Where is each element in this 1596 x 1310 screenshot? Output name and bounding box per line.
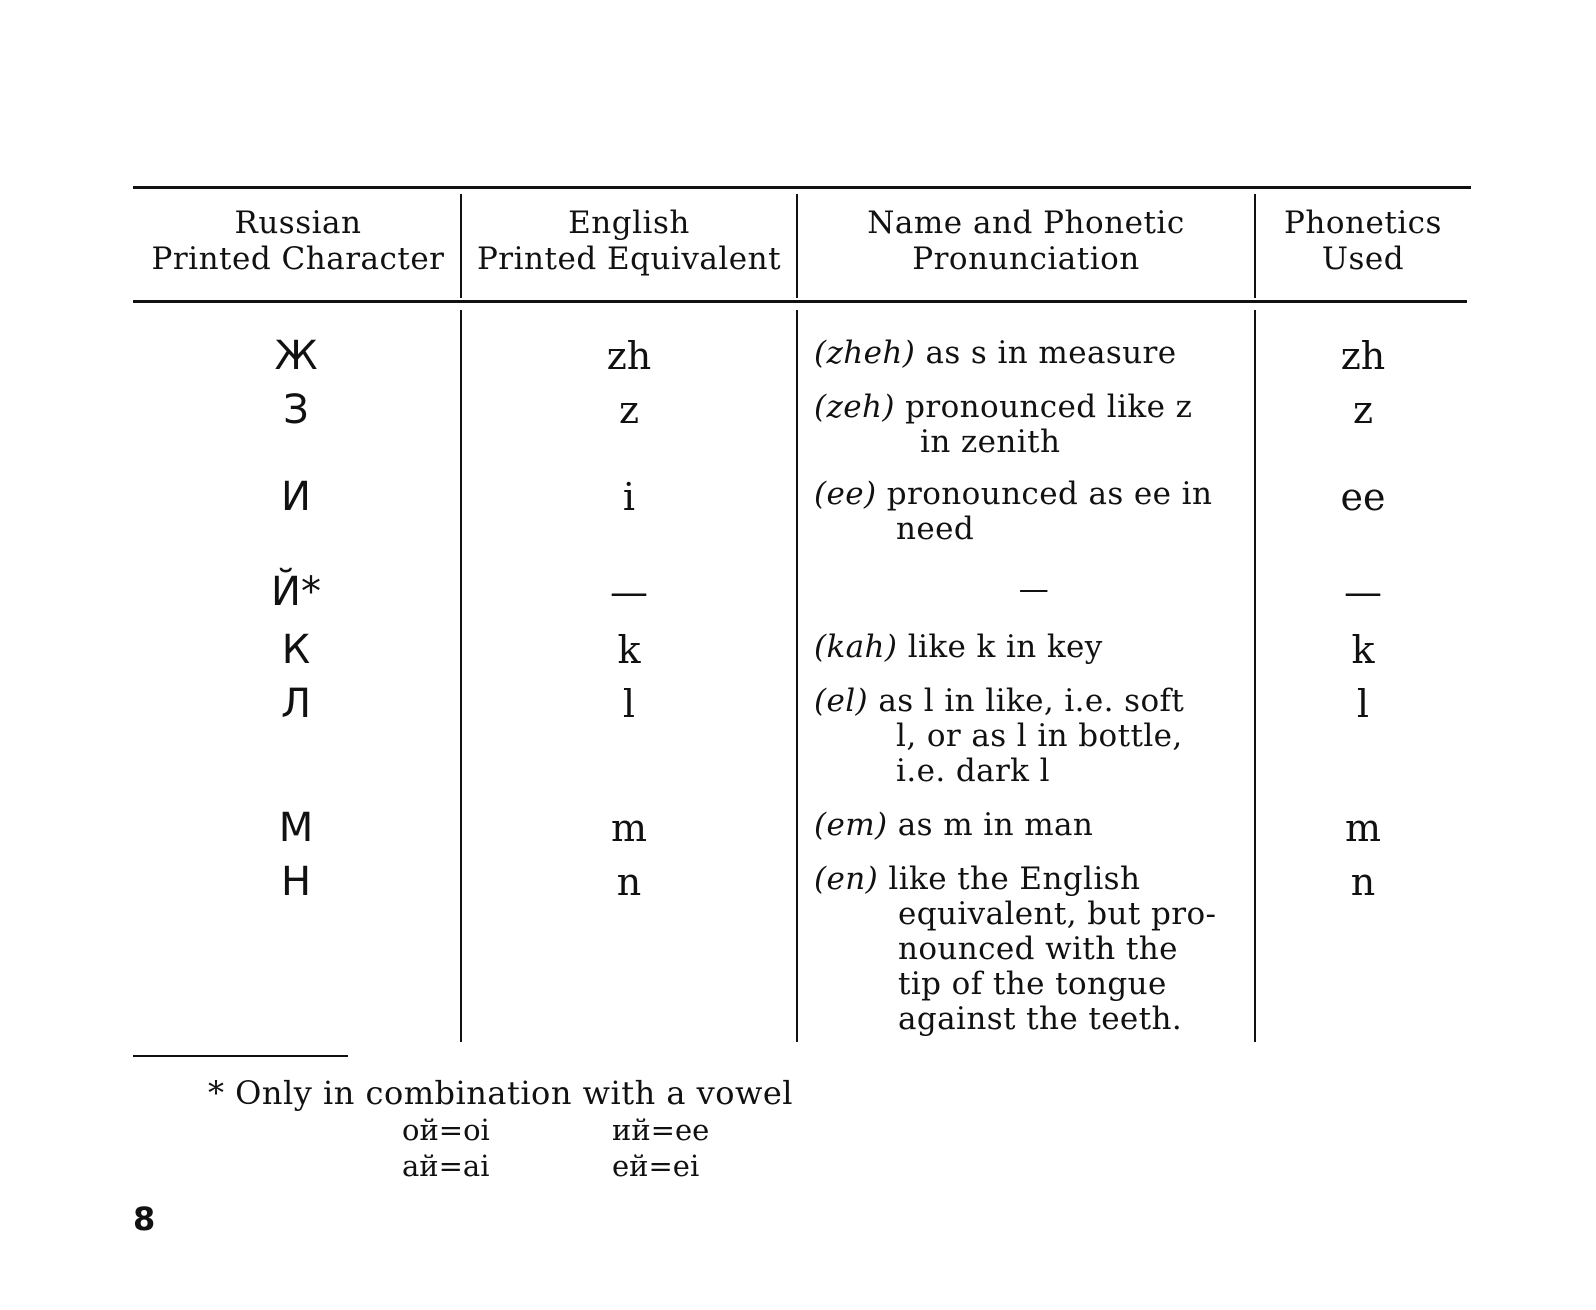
pronunciation-line: nounced with the <box>898 931 1178 967</box>
pronunciation-line: l, or as l in bottle, <box>896 718 1183 754</box>
footnote-rule <box>133 1055 348 1057</box>
english-equivalent: i <box>622 475 636 519</box>
letter-name: (zeh) <box>814 389 895 425</box>
body-column-divider <box>1254 310 1256 1042</box>
pronunciation-line: tip of the tongue <box>898 966 1167 1002</box>
phonetic-used: k <box>1351 628 1375 672</box>
footnote-text: * Only in combination with a vowel <box>208 1074 794 1112</box>
english-equivalent: zh <box>606 334 652 378</box>
english-equivalent: m <box>610 806 648 850</box>
pronunciation <box>814 390 1254 460</box>
phonetic-used: m <box>1344 806 1382 850</box>
pronunciation <box>814 572 1254 607</box>
letter-name: (kah) <box>814 629 898 665</box>
pronunciation-line: need <box>896 511 975 547</box>
pronunciation-line: i.e. dark l <box>896 753 1050 789</box>
page-number: 8 <box>133 1200 156 1238</box>
phonetic-used: l <box>1356 682 1370 726</box>
letter-name: (en) <box>814 861 879 897</box>
phonetic-used: zh <box>1340 334 1386 378</box>
body-column-divider <box>796 310 798 1042</box>
phonetic-used: n <box>1350 860 1376 904</box>
vowel-combination: ай=ai <box>402 1149 490 1183</box>
letter-name: (ee) <box>814 476 877 512</box>
pronunciation-line: like k in key <box>907 629 1103 665</box>
english-equivalent: l <box>622 682 636 726</box>
russian-character: Н <box>280 859 312 905</box>
russian-character: Л <box>280 681 312 727</box>
vowel-combinations-right <box>612 1112 709 1184</box>
body-column-divider <box>460 310 462 1042</box>
pronunciation-line: pronounced as ee in <box>886 476 1213 512</box>
pronunciation-line: against the teeth. <box>898 1001 1183 1037</box>
header-phonetics-used: Phonetics Used <box>1284 205 1442 277</box>
pronunciation <box>814 862 1254 1037</box>
pronunciation-line: equivalent, but pro- <box>898 896 1217 932</box>
vowel-combination: ой=oi <box>402 1113 490 1147</box>
english-equivalent: — <box>610 570 648 614</box>
letter-name: (el) <box>814 683 869 719</box>
header-column-divider <box>1254 194 1256 298</box>
phonetic-used: — <box>1344 570 1382 614</box>
header-english-printed-equivalent: English Printed Equivalent <box>476 205 782 277</box>
pronunciation <box>814 684 1254 789</box>
russian-character: М <box>278 805 314 851</box>
english-equivalent: z <box>618 388 640 432</box>
pronunciation-line: in zenith <box>920 424 1061 460</box>
phonetic-used: ee <box>1340 475 1386 519</box>
vowel-combination: ей=ei <box>612 1149 700 1183</box>
vowel-combinations-left <box>402 1112 490 1184</box>
russian-character: И <box>281 474 311 520</box>
table-top-rule <box>133 186 1471 189</box>
pronunciation-line: — <box>1018 572 1050 607</box>
phonetic-used: z <box>1352 388 1374 432</box>
header-russian-printed-character: Russian Printed Character <box>151 205 445 277</box>
pronunciation <box>814 808 1254 843</box>
table-header-rule <box>133 300 1467 303</box>
header-name-and-phonetic-pronunciation: Name and Phonetic Pronunciation <box>867 205 1185 277</box>
header-column-divider <box>460 194 462 298</box>
pronunciation-line: as s in measure <box>925 335 1177 371</box>
header-column-divider <box>796 194 798 298</box>
letter-name: (em) <box>814 807 888 843</box>
pronunciation-line: like the English <box>888 861 1141 897</box>
pronunciation <box>814 630 1254 665</box>
pronunciation-line: as l in like, i.e. soft <box>878 683 1185 719</box>
russian-character: З <box>283 387 309 433</box>
russian-character: Ж <box>274 333 318 379</box>
english-equivalent: k <box>617 628 641 672</box>
pronunciation-line: pronounced like z <box>905 389 1193 425</box>
pronunciation-line: as m in man <box>897 807 1094 843</box>
vowel-combination: ий=ee <box>612 1113 710 1147</box>
english-equivalent: n <box>616 860 642 904</box>
letter-name: (zheh) <box>814 335 916 371</box>
russian-character: К <box>281 627 311 673</box>
pronunciation <box>814 477 1254 547</box>
pronunciation <box>814 336 1254 371</box>
russian-character: Й* <box>271 569 321 615</box>
